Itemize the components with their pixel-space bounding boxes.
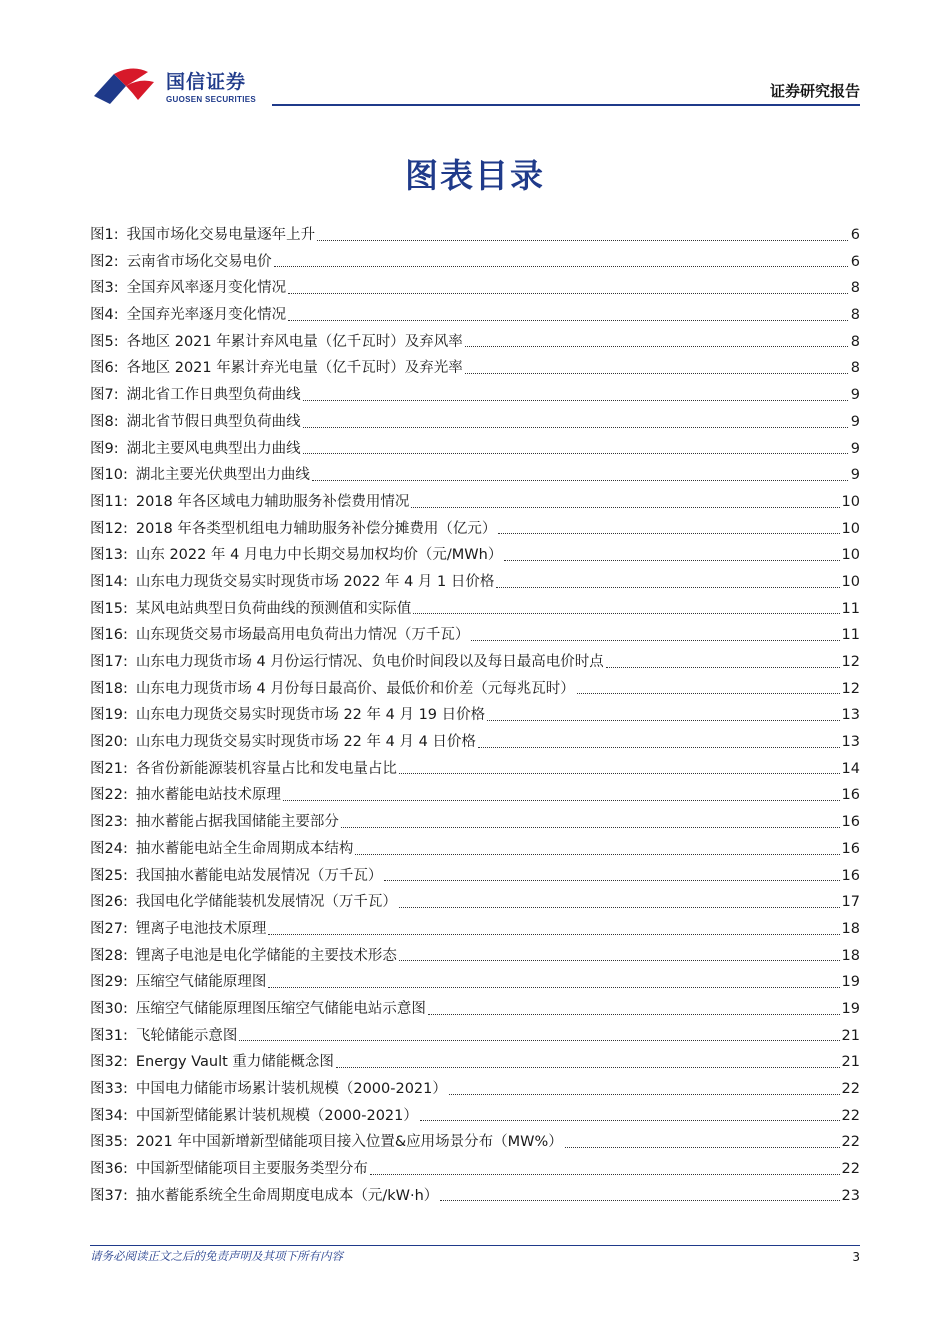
toc-entry-label: 图18: <box>90 680 128 697</box>
toc-entry-page: 16 <box>841 867 860 884</box>
toc-entry-label: 图17: <box>90 654 128 670</box>
toc-leader-dots <box>399 959 840 961</box>
toc-entry-page: 8 <box>850 333 860 350</box>
toc-entry-title: 山东 2022 年 4 月电力中长期交易加权均价（元/MWh） <box>135 547 503 564</box>
logo-mark-icon <box>92 66 158 108</box>
toc-entry-title: 抽水蓄能占据我国储能主要部分 <box>135 814 339 831</box>
toc-leader-dots <box>411 506 839 508</box>
toc-entry-label: 图28: <box>90 947 128 964</box>
toc-entry-page: 21 <box>841 1054 860 1071</box>
toc-entry[interactable] <box>90 355 860 382</box>
toc-leader-dots <box>303 426 848 428</box>
toc-entry-label: 图25: <box>90 867 128 884</box>
toc-entry-page: 9 <box>850 387 860 404</box>
toc-entry-title: 湖北省工作日典型负荷曲线 <box>126 387 301 404</box>
toc-entry[interactable] <box>90 916 860 943</box>
toc-entry[interactable] <box>90 462 860 489</box>
toc-leader-dots <box>413 612 839 614</box>
toc-leader-dots <box>498 532 839 534</box>
toc-entry[interactable] <box>90 836 860 863</box>
toc-entry[interactable] <box>90 943 860 970</box>
toc-entry-page: 16 <box>841 840 860 857</box>
toc-leader-dots <box>370 1173 840 1175</box>
toc-leader-dots <box>487 719 839 721</box>
toc-leader-dots <box>577 692 840 694</box>
toc-entry-title: 中国新型储能累计装机规模（2000-2021） <box>135 1107 418 1124</box>
toc-entry[interactable] <box>90 622 860 649</box>
toc-entry-label: 图16: <box>90 627 128 644</box>
toc-entry-label: 图30: <box>90 1000 128 1017</box>
footer-divider <box>90 1245 860 1246</box>
report-type-label: 证券研究报告 <box>769 82 860 100</box>
toc-entry[interactable] <box>90 516 860 543</box>
toc-entry-label: 图21: <box>90 760 128 777</box>
toc-entry-title: 全国弃光率逐月变化情况 <box>126 307 287 324</box>
toc-entry[interactable] <box>90 889 860 916</box>
toc-entry-page: 9 <box>850 467 860 484</box>
toc-entry-label: 图5: <box>90 333 119 350</box>
toc-entry-title: 各省份新能源装机容量占比和发电量占比 <box>135 760 397 777</box>
toc-entry[interactable] <box>90 702 860 729</box>
toc-leader-dots <box>606 666 840 668</box>
toc-entry-label: 图24: <box>90 840 128 857</box>
toc-entry-title: 山东电力现货交易实时现货市场 22 年 4 月 4 日价格 <box>135 734 476 751</box>
toc-leader-dots <box>399 906 840 908</box>
toc-entry-title: 抽水蓄能电站全生命周期成本结构 <box>135 840 354 857</box>
toc-entry-label: 图2: <box>90 253 119 270</box>
toc-entry-label: 图23: <box>90 814 128 831</box>
toc-entry-label: 图8: <box>90 413 119 430</box>
toc-entry-title: 全国弃风率逐月变化情况 <box>126 280 287 297</box>
toc-entry-title: 我国电化学储能装机发展情况（万千瓦） <box>135 894 397 911</box>
toc-entry-label: 图32: <box>90 1054 128 1071</box>
toc-entry-page: 11 <box>841 600 860 617</box>
toc-entry-label: 图26: <box>90 894 128 911</box>
toc-entry-page: 22 <box>841 1134 860 1151</box>
toc-entry-page: 22 <box>841 1081 860 1097</box>
toc-entry-page: 22 <box>841 1161 860 1178</box>
toc-entry-title: 山东电力现货交易实时现货市场 22 年 4 月 19 日价格 <box>135 707 486 724</box>
toc-leader-dots <box>420 1119 840 1121</box>
toc-entry-title: 我国抽水蓄能电站发展情况（万千瓦） <box>135 867 383 884</box>
toc-entry-label: 图19: <box>90 707 128 724</box>
toc-entry-title: 山东电力现货市场 4 月份运行情况、负电价时间段以及每日最高电价时点 <box>135 654 604 670</box>
toc-entry-label: 图27: <box>90 920 128 937</box>
footer-disclaimer: 请务必阅读正文之后的免责声明及其项下所有内容 <box>90 1249 343 1263</box>
toc-entry-title: 湖北主要光伏典型出力曲线 <box>135 467 310 484</box>
toc-leader-dots <box>283 799 840 801</box>
toc-entry-title: 各地区 2021 年累计弃光电量（亿千瓦时）及弃光率 <box>126 360 463 377</box>
toc-entry-label: 图15: <box>90 600 128 617</box>
toc-entry-page: 17 <box>841 894 860 911</box>
toc-entry-page: 6 <box>850 227 860 243</box>
toc-entry[interactable] <box>90 729 860 756</box>
brand-name-cn: 国信证券 <box>166 71 247 93</box>
toc-entry[interactable] <box>90 1129 860 1156</box>
toc-leader-dots <box>317 239 848 241</box>
toc-entry-page: 21 <box>841 1027 860 1044</box>
toc-leader-dots <box>268 933 839 935</box>
toc-leader-dots <box>303 399 848 401</box>
toc-entry[interactable] <box>90 222 860 249</box>
toc-entry-page: 23 <box>841 1187 860 1204</box>
toc-entry-title: 锂离子电池是电化学储能的主要技术形态 <box>135 947 397 964</box>
page-title: 图表目录 <box>405 156 545 195</box>
toc-entry-title: 中国电力储能市场累计装机规模（2000-2021） <box>135 1081 447 1097</box>
toc-entry-label: 图4: <box>90 307 119 324</box>
toc-entry-label: 图13: <box>90 547 128 564</box>
toc-entry[interactable] <box>90 542 860 569</box>
toc-entry[interactable] <box>90 329 860 356</box>
toc-entry-page: 18 <box>841 947 860 964</box>
toc-entry-page: 12 <box>841 680 860 697</box>
toc-leader-dots <box>274 265 848 267</box>
toc-leader-dots <box>399 772 840 774</box>
toc-entry-label: 图10: <box>90 467 128 484</box>
toc-entry-page: 16 <box>841 814 860 831</box>
toc-entry-page: 16 <box>841 787 860 804</box>
toc-entry-page: 18 <box>841 920 860 937</box>
toc-entry-title: 各地区 2021 年累计弃风电量（亿千瓦时）及弃风率 <box>126 333 463 350</box>
toc-entry-label: 图34: <box>90 1107 128 1124</box>
toc-entry[interactable] <box>90 1183 860 1210</box>
toc-entry-title: 2018 年各类型机组电力辅助服务补偿分摊费用（亿元） <box>135 520 497 537</box>
toc-entry[interactable] <box>90 969 860 996</box>
toc-entry-page: 19 <box>841 974 860 991</box>
toc-entry[interactable] <box>90 1023 860 1050</box>
toc-leader-dots <box>312 479 848 481</box>
toc-entry-title: 某风电站典型日负荷曲线的预测值和实际值 <box>135 600 412 617</box>
toc-entry[interactable] <box>90 1103 860 1130</box>
toc-entry[interactable] <box>90 409 860 436</box>
toc-entry-title: 我国市场化交易电量逐年上升 <box>126 227 316 243</box>
toc-entry-title: 中国新型储能项目主要服务类型分布 <box>135 1161 368 1178</box>
toc-entry-page: 9 <box>850 440 860 457</box>
toc-entry-label: 图29: <box>90 974 128 991</box>
toc-entry-page: 10 <box>841 547 860 564</box>
toc-entry-page: 14 <box>841 760 860 777</box>
toc-entry-title: 山东电力现货市场 4 月份每日最高价、最低价和价差（元每兆瓦时） <box>135 680 575 697</box>
toc-entry[interactable] <box>90 436 860 463</box>
toc-entry-label: 图1: <box>90 227 119 243</box>
toc-leader-dots <box>471 639 839 641</box>
figure-list <box>90 222 860 1209</box>
toc-leader-dots <box>239 1039 839 1041</box>
toc-entry-label: 图37: <box>90 1187 128 1204</box>
toc-entry-title: 压缩空气储能原理图压缩空气储能电站示意图 <box>135 1000 426 1017</box>
toc-entry-page: 10 <box>841 573 860 590</box>
toc-leader-dots <box>440 1199 839 1201</box>
toc-entry-title: 抽水蓄能电站技术原理 <box>135 787 281 804</box>
toc-entry-label: 图14: <box>90 573 128 590</box>
toc-leader-dots <box>478 746 840 748</box>
toc-entry-label: 图9: <box>90 440 119 457</box>
toc-leader-dots <box>355 853 839 855</box>
toc-entry-title: 2021 年中国新增新型储能项目接入位置&应用场景分布（MW%） <box>135 1134 563 1151</box>
toc-entry-title: 湖北主要风电典型出力曲线 <box>126 440 301 457</box>
toc-entry-label: 图35: <box>90 1134 128 1151</box>
toc-leader-dots <box>465 372 848 374</box>
toc-entry-label: 图20: <box>90 734 128 751</box>
toc-leader-dots <box>341 826 840 828</box>
toc-entry[interactable] <box>90 569 860 596</box>
toc-entry-label: 图31: <box>90 1027 128 1044</box>
toc-entry[interactable] <box>90 756 860 783</box>
toc-entry-title: 湖北省节假日典型负荷曲线 <box>126 413 301 430</box>
toc-entry[interactable] <box>90 382 860 409</box>
page-header <box>0 0 950 112</box>
toc-entry[interactable] <box>90 489 860 516</box>
toc-entry-label: 图12: <box>90 520 128 537</box>
toc-entry-label: 图36: <box>90 1161 128 1178</box>
toc-entry-label: 图3: <box>90 280 119 297</box>
toc-entry-page: 6 <box>850 253 860 270</box>
toc-entry-page: 22 <box>841 1107 860 1124</box>
toc-entry[interactable] <box>90 596 860 623</box>
toc-entry-page: 13 <box>841 707 860 724</box>
toc-entry-page: 8 <box>850 360 860 377</box>
toc-leader-dots <box>303 452 848 454</box>
toc-entry-label: 图33: <box>90 1081 128 1097</box>
toc-entry-title: 山东电力现货交易实时现货市场 2022 年 4 月 1 日价格 <box>135 573 495 590</box>
toc-leader-dots <box>384 879 839 881</box>
toc-entry-title: 压缩空气储能原理图 <box>135 974 267 991</box>
toc-leader-dots <box>288 319 848 321</box>
toc-entry-label: 图11: <box>90 493 128 510</box>
toc-entry-title: 2018 年各区域电力辅助服务补偿费用情况 <box>135 493 410 510</box>
toc-entry-page: 10 <box>841 520 860 537</box>
toc-entry-page: 8 <box>850 307 860 324</box>
toc-leader-dots <box>428 1013 840 1015</box>
toc-entry-title: Energy Vault 重力储能概念图 <box>135 1054 334 1071</box>
toc-leader-dots <box>449 1093 840 1095</box>
toc-entry-page: 10 <box>841 493 860 510</box>
toc-entry-page: 19 <box>841 1000 860 1017</box>
toc-entry-title: 云南省市场化交易电价 <box>126 253 272 270</box>
toc-entry[interactable] <box>90 996 860 1023</box>
toc-entry[interactable] <box>90 275 860 302</box>
toc-leader-dots <box>465 345 848 347</box>
toc-entry-label: 图6: <box>90 360 119 377</box>
toc-entry[interactable] <box>90 302 860 329</box>
toc-entry-page: 13 <box>841 734 860 751</box>
toc-leader-dots <box>565 1146 840 1148</box>
toc-entry[interactable] <box>90 1049 860 1076</box>
toc-leader-dots <box>268 986 839 988</box>
toc-entry[interactable] <box>90 863 860 890</box>
toc-entry[interactable] <box>90 782 860 809</box>
page-number: 3 <box>852 1250 860 1264</box>
toc-entry-title: 山东现货交易市场最高用电负荷出力情况（万千瓦） <box>135 627 470 644</box>
toc-entry-title: 锂离子电池技术原理 <box>135 920 267 937</box>
toc-entry[interactable] <box>90 1156 860 1183</box>
toc-entry[interactable] <box>90 649 860 676</box>
brand-name-en: GUOSEN SECURITIES <box>166 95 257 104</box>
toc-entry-page: 9 <box>850 413 860 430</box>
toc-entry-title: 飞轮储能示意图 <box>135 1027 238 1044</box>
toc-entry-page: 8 <box>850 280 860 297</box>
toc-leader-dots <box>504 559 839 561</box>
toc-entry-label: 图7: <box>90 387 119 404</box>
toc-entry[interactable] <box>90 809 860 836</box>
toc-entry-page: 12 <box>841 654 860 670</box>
toc-leader-dots <box>496 586 839 588</box>
toc-entry[interactable] <box>90 249 860 276</box>
toc-leader-dots <box>336 1066 840 1068</box>
toc-entry-title: 抽水蓄能系统全生命周期度电成本（元/kW·h） <box>135 1187 439 1204</box>
toc-entry-page: 11 <box>841 627 860 644</box>
header-divider <box>272 104 860 106</box>
toc-entry-label: 图22: <box>90 787 128 804</box>
toc-leader-dots <box>288 292 848 294</box>
company-logo <box>92 66 262 108</box>
toc-entry[interactable] <box>90 1076 860 1103</box>
toc-entry[interactable] <box>90 676 860 703</box>
